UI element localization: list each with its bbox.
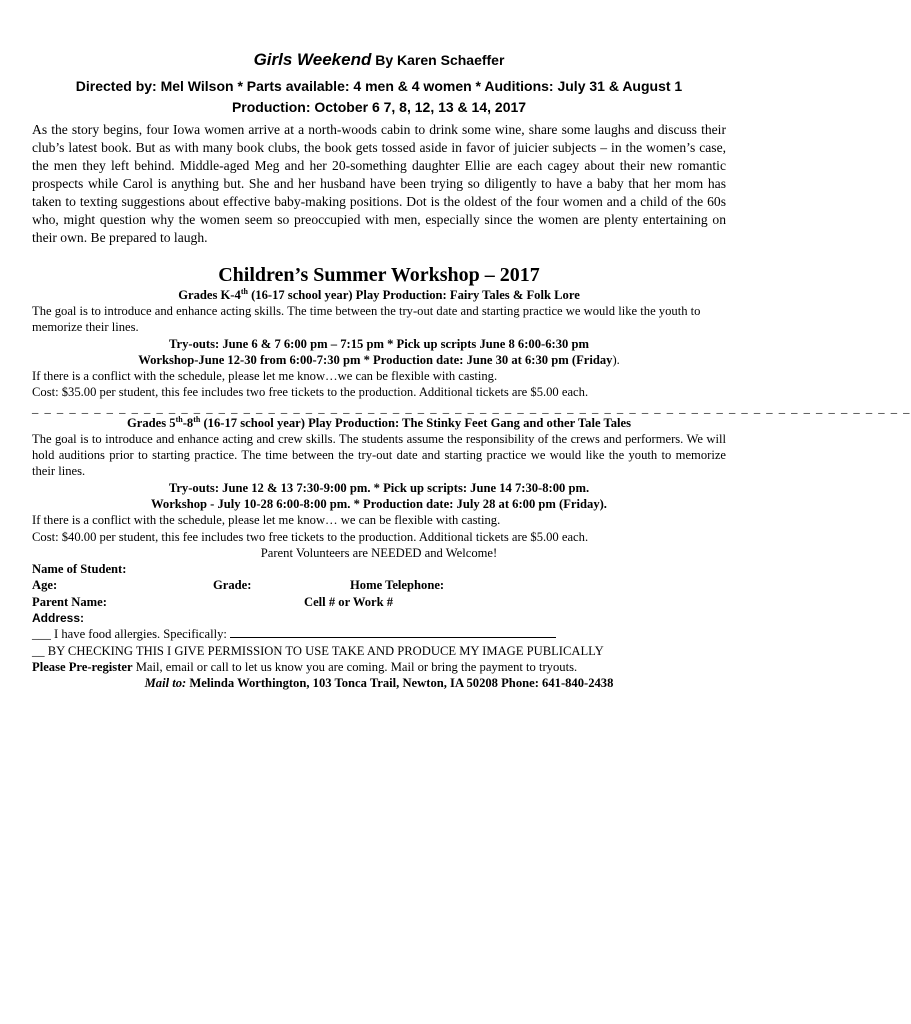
group2-cost: Cost: $40.00 per student, this fee includes two free tickets to the production. Additional tickets are $5.00 each. (32, 529, 589, 544)
mail-to-line (32, 675, 726, 691)
cell-field[interactable]: Cell # or Work # (304, 594, 394, 609)
section-divider: _ _ _ _ _ _ _ _ _ _ _ _ _ _ _ _ _ _ _ _ _ _ _ _ _ _ _ _ _ _ _ _ _ _ _ _ _ _ _ _ _ _ _ _ _ _ _ _ _ _ _ _ _ _ _ _ _ _ _ _ _ _ _ _ _ _ _ _ _ _ _ (32, 400, 911, 415)
play-author: By Karen Schaeffer (375, 52, 505, 68)
group2-sup-b: th (193, 414, 201, 424)
preregister-line (32, 659, 726, 675)
mail-to-address: Melinda Worthington, 103 Tonca Trail, Newton, IA 50208 Phone: 641-840-2438 (186, 676, 614, 691)
group1-tryouts: Try-outs: June 6 & 7 6:00 pm – 7:15 pm * Pick up scripts June 8 6:00-6:30 pm (169, 336, 589, 351)
allergy-checkbox-label[interactable]: ___ I have food allergies. Specifically: (32, 627, 231, 642)
home-phone-field[interactable]: Home Telephone: (350, 578, 445, 593)
group1-grade-sup: th (240, 286, 248, 296)
group2-sup-a: th (175, 414, 183, 424)
address-field[interactable]: Address: (32, 611, 85, 626)
play-info-line: Directed by: Mel Wilson * Parts available: 4 men & 4 women * Auditions: July 31 & August 1 (75, 78, 683, 94)
group1-grade-heading (32, 287, 726, 303)
grade-field[interactable]: Grade: (213, 578, 252, 593)
group2-volunteers: Parent Volunteers are NEEDED and Welcome! (260, 545, 498, 560)
group1-workshop-tail: ). (612, 352, 620, 367)
group2-grade-suffix: (16-17 school year) Play Production: The Stinky Feet Gang and other Tale Tales (200, 415, 632, 430)
play-title-line (32, 50, 726, 70)
preregister-text: Mail, email or call to let us know you are coming. Mail or bring the payment to tryouts. (132, 659, 578, 674)
play-description: As the story begins, four Iowa women arrive at a north-woods cabin to drink some wine, share some laughs and discuss their club’s latest book. But as with many book clubs, the book gets tossed aside in favor of juicier subjects – in the women’s case, the men they left behind. Middle-aged Meg and her 20-something daughter Ellie are each cagey about their new romantic prospects while Carol is anything but. She and her husband have been trying so diligently to have a baby that her mom has taken to texting suggestions about effective baby-making positions. Dot is the oldest of the four women and a child of the 60s who, might question why the women seem so preoccupied with men, especially since the women are plenty entertaining on their own. Be prepared to laugh. (32, 122, 726, 245)
age-grade-phone-row (32, 577, 726, 593)
play-production-line: Production: October 6 7, 8, 12, 13 & 14, 2017 (231, 99, 527, 115)
allergy-line (32, 626, 726, 642)
mail-to-label: Mail to: (144, 676, 187, 691)
parent-name-field[interactable]: Parent Name: (32, 594, 107, 609)
group1-conflict: If there is a conflict with the schedule, please let me know…we can be flexible with casting. (32, 369, 498, 384)
student-name-field[interactable]: Name of Student: (32, 562, 127, 577)
group2-grade-a: Grades 5 (126, 415, 176, 430)
permission-checkbox-label[interactable]: __ BY CHECKING THIS I GIVE PERMISSION TO USE TAKE AND PRODUCE MY IMAGE PUBLICALLY (32, 643, 604, 658)
group1-workshop-line (32, 352, 726, 368)
group2-workshop: Workshop - July 10-28 6:00-8:00 pm. * Production date: July 28 at 6:00 pm (Friday). (151, 496, 607, 511)
group1-grade-prefix: Grades K-4 (178, 288, 241, 302)
age-field[interactable]: Age: (32, 578, 58, 593)
workshop-heading: Children’s Summer Workshop – 2017 (218, 264, 540, 286)
group2-tryouts: Try-outs: June 12 & 13 7:30-9:00 pm. * Pick up scripts: June 14 7:30-8:00 pm. (168, 480, 590, 495)
group1-grade-suffix: (16-17 school year) Play Production: Fairy Tales & Folk Lore (247, 288, 580, 302)
allergy-input-line[interactable] (230, 626, 556, 638)
play-title: Girls Weekend (253, 50, 372, 69)
parent-cell-row (32, 594, 726, 610)
group1-cost: Cost: $35.00 per student, this fee includes two free tickets to the production. Additional tickets are $5.00 each. (32, 385, 589, 400)
preregister-label: Please Pre-register (32, 659, 133, 674)
group1-goal: The goal is to introduce and enhance acting skills. The time between the try-out date and starting practice we would like the youth to memorize their lines. (32, 304, 701, 335)
group2-grade-heading (32, 415, 726, 431)
group2-conflict: If there is a conflict with the schedule, please let me know… we can be flexible with casting. (32, 513, 501, 528)
document-page (32, 44, 911, 692)
group2-goal: The goal is to introduce and enhance acting and crew skills. The students assume the responsibility of the crews and performers. We will hold auditions prior to starting practice. The time between the try-out date and starting practice we would like the youth to memorize their lines. (32, 431, 726, 479)
group2-grade-b: -8 (182, 415, 194, 430)
group1-workshop: Workshop-June 12-30 from 6:00-7:30 pm * Production date: June 30 at 6:30 pm (Friday (138, 352, 613, 367)
